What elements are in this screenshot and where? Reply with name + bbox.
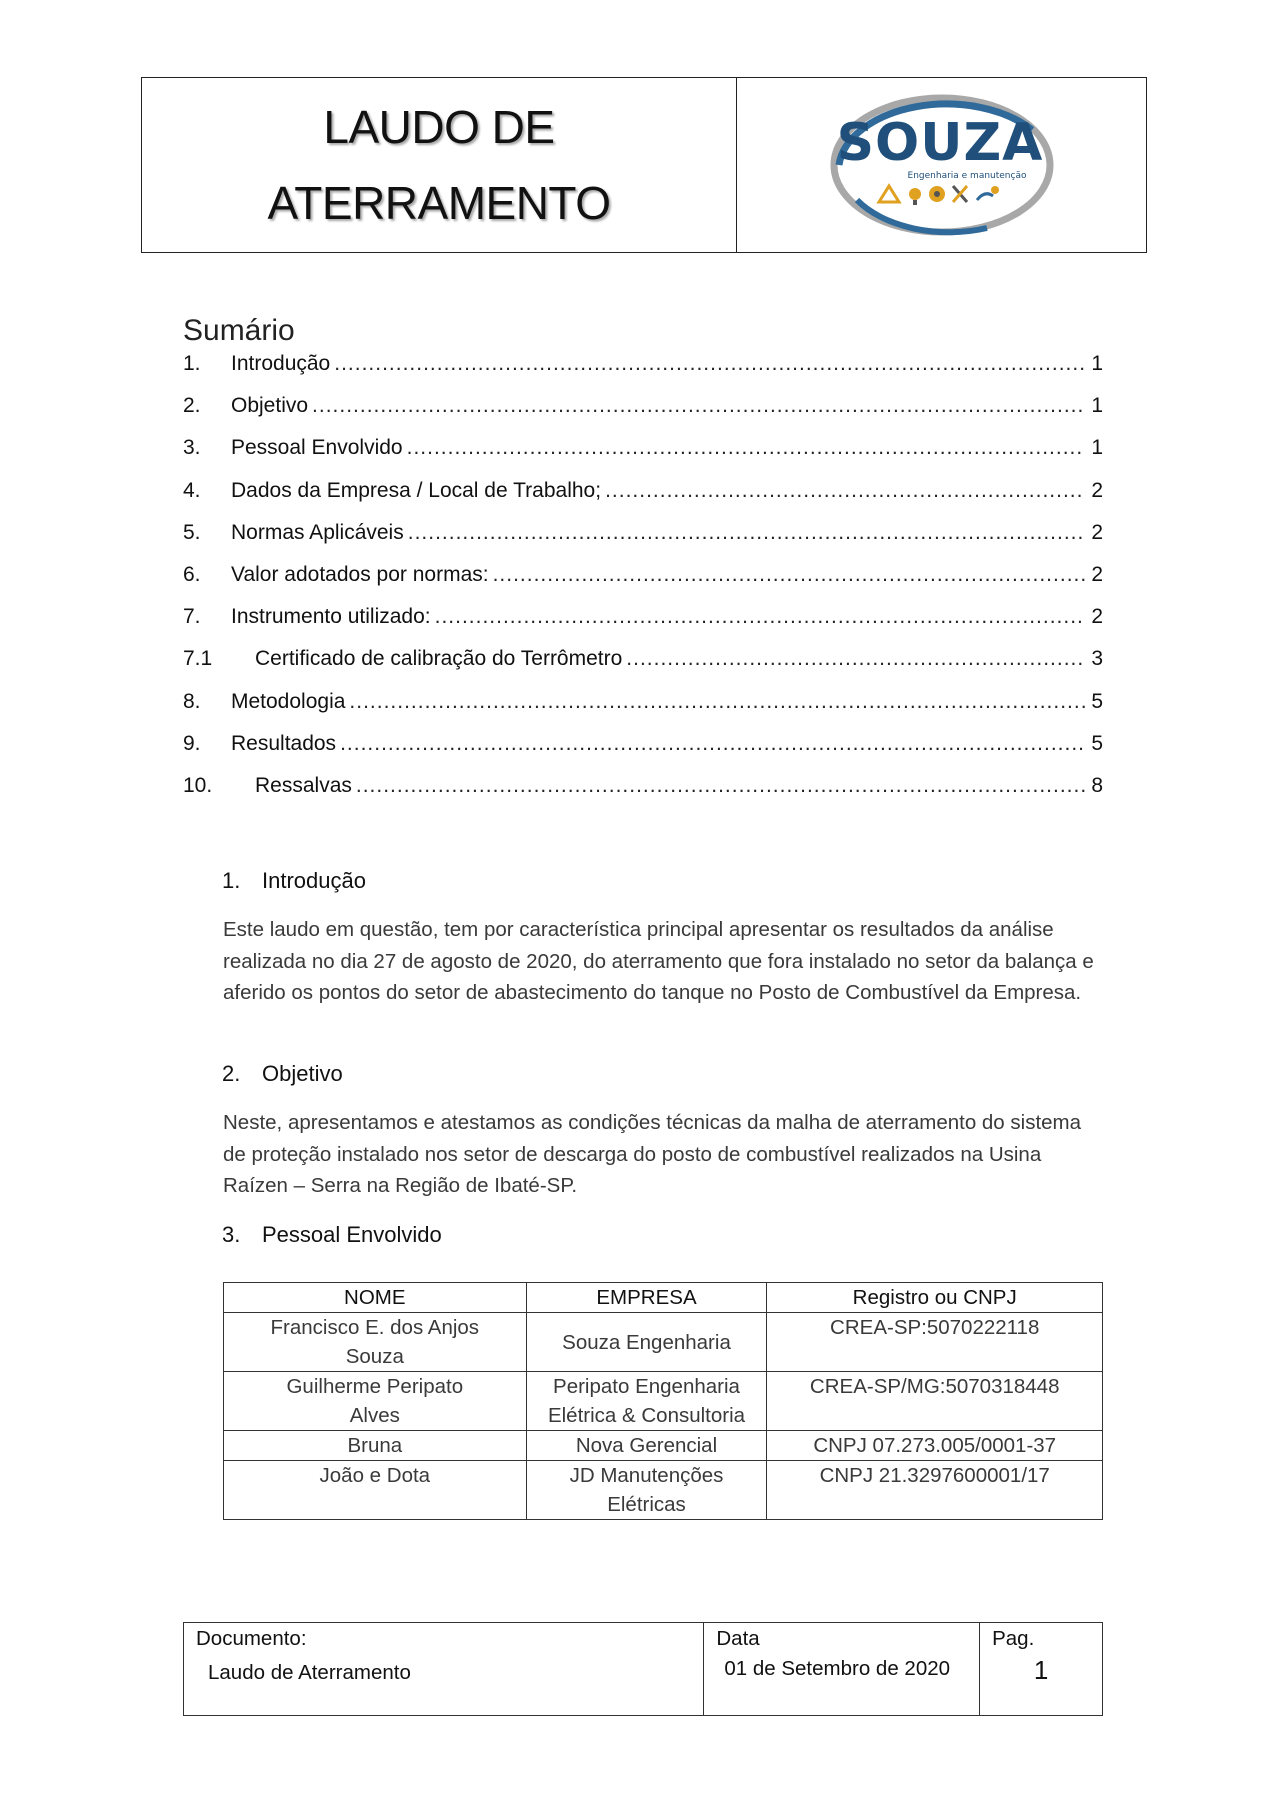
toc-label: Pessoal Envolvido: [231, 436, 403, 460]
section-heading-pessoal: 3. Pessoal Envolvido: [222, 1222, 442, 1247]
table-row: [224, 1431, 1103, 1461]
column-header-registry: Registro ou CNPJ: [767, 1283, 1103, 1313]
table-row: [224, 1461, 1103, 1520]
column-header-company: EMPRESA: [526, 1283, 767, 1313]
toc-item-instrumento[interactable]: 7. Instrumento utilizado: ..... 2: [183, 605, 1103, 647]
toc-page: 2: [1091, 605, 1103, 629]
toc-item-objetivo[interactable]: 2. Objetivo ..... 1: [183, 394, 1103, 436]
footer-page-number: 1: [1033, 1655, 1049, 1685]
toc-page: 1: [1091, 394, 1103, 418]
document-title: [142, 78, 737, 252]
footer-page-cell: [980, 1623, 1103, 1716]
toc-page: 5: [1091, 731, 1103, 755]
toc-page: 1: [1091, 436, 1103, 460]
cell-name: Guilherme Peripato Alves: [224, 1372, 527, 1431]
toc-page: 1: [1091, 352, 1103, 375]
toc-label: Certificado de calibração do Terrômetro: [255, 647, 623, 671]
company-logo: [737, 78, 1146, 252]
toc-page: 3: [1091, 647, 1103, 671]
section-heading-introducao: 1. Introdução: [222, 868, 366, 893]
toc-page: 5: [1091, 689, 1103, 713]
toc-label: Resultados: [231, 731, 337, 755]
toc-item-introducao[interactable]: 1. Introdução ..... 1: [183, 352, 1103, 394]
toc-item-certificado[interactable]: 7.1 Certificado de calibração do Terrômetro ..... 3: [183, 647, 1103, 689]
toc-item-normas[interactable]: 5. Normas Aplicáveis ..... 2: [183, 521, 1103, 563]
section-heading-objetivo: 2. Objetivo: [222, 1061, 343, 1086]
souza-logo-icon: [827, 90, 1057, 240]
footer-page-label: Pag.: [992, 1627, 1035, 1650]
document-footer: [183, 1622, 1103, 1716]
toc-item-resultados[interactable]: 9. Resultados ..... 5: [183, 732, 1103, 774]
cell-company: Peripato Engenharia Elétrica & Consultoria: [526, 1372, 767, 1431]
title-line-2: ATERRAMENTO: [267, 177, 611, 229]
section-text-introducao: Este laudo em questão, tem por característica principal apresentar os resultados da análise realizada no dia 27 de agosto de 2020, do aterramento que fora instalado no setor da balança e aferido os pontos do setor de abastecimento do tanque no Posto de Combustível da Empresa.: [223, 918, 1094, 1004]
toc-item-ressalvas[interactable]: 10. Ressalvas ..... 8: [183, 774, 1103, 816]
toc-page: 2: [1091, 478, 1103, 502]
footer-date-value: 01 de Setembro de 2020: [724, 1657, 951, 1680]
toc-label: Instrumento utilizado:: [231, 605, 431, 629]
toc-label: Dados da Empresa / Local de Trabalho;: [231, 478, 602, 502]
toc-label: Valor adotados por normas:: [231, 562, 489, 586]
personnel-table: [223, 1282, 1103, 1520]
cell-name: João e Dota: [224, 1461, 527, 1520]
footer-document-value: Laudo de Aterramento: [208, 1661, 411, 1684]
toc-page: 2: [1091, 562, 1103, 586]
cell-name: Francisco E. dos Anjos Souza: [224, 1313, 527, 1372]
toc-label: Introdução: [231, 352, 331, 375]
logo-tagline: Engenharia e manutenção: [907, 171, 1026, 181]
toc-item-valor-adotado[interactable]: 6. Valor adotados por normas: ..... 2: [183, 563, 1103, 605]
toc-label: Ressalvas: [255, 773, 352, 797]
logo-brand: SOUZA: [836, 113, 1043, 173]
footer-date-label: Data: [716, 1627, 760, 1650]
section-text-objetivo: Neste, apresentamos e atestamos as condições técnicas da malha de aterramento do sistema de proteção instalado nos setor de descarga do posto de combustível realizados na Usina Raízen – Serra na Região de Ibaté-SP.: [223, 1111, 1082, 1197]
toc-item-pessoal[interactable]: 3. Pessoal Envolvido ..... 1: [183, 436, 1103, 478]
cell-company: Nova Gerencial: [526, 1431, 767, 1461]
cell-registry: CREA-SP:5070222118: [767, 1313, 1103, 1372]
cell-registry: CNPJ 07.273.005/0001-37: [767, 1431, 1103, 1461]
table-of-contents: [183, 352, 1103, 816]
footer-document-cell: [184, 1623, 704, 1716]
table-row: [224, 1372, 1103, 1431]
cell-company: Souza Engenharia: [526, 1313, 767, 1372]
toc-label: Metodologia: [231, 689, 346, 713]
cell-registry: CNPJ 21.3297600001/17: [767, 1461, 1103, 1520]
section-title: Objetivo: [262, 1061, 343, 1086]
toc-item-dados-empresa[interactable]: 4. Dados da Empresa / Local de Trabalho; ..... 2: [183, 479, 1103, 521]
toc-label: Objetivo: [231, 394, 309, 418]
cell-company: JD Manutenções Elétricas: [526, 1461, 767, 1520]
column-header-name: NOME: [224, 1283, 527, 1313]
section-title: Pessoal Envolvido: [262, 1222, 442, 1247]
footer-document-label: Documento:: [196, 1627, 307, 1650]
cell-registry: CREA-SP/MG:5070318448: [767, 1372, 1103, 1431]
toc-page: 8: [1091, 773, 1103, 797]
table-header-row: [224, 1283, 1103, 1313]
toc-page: 2: [1091, 520, 1103, 544]
document-header: [141, 77, 1147, 253]
footer-date-cell: [704, 1623, 980, 1716]
cell-name: Bruna: [224, 1431, 527, 1461]
summary-title: Sumário: [183, 314, 295, 347]
section-title: Introdução: [262, 868, 366, 893]
table-row: [224, 1313, 1103, 1372]
title-line-1: LAUDO DE: [323, 101, 555, 153]
toc-label: Normas Aplicáveis: [231, 520, 404, 544]
toc-item-metodologia[interactable]: 8. Metodologia ..... 5: [183, 690, 1103, 732]
